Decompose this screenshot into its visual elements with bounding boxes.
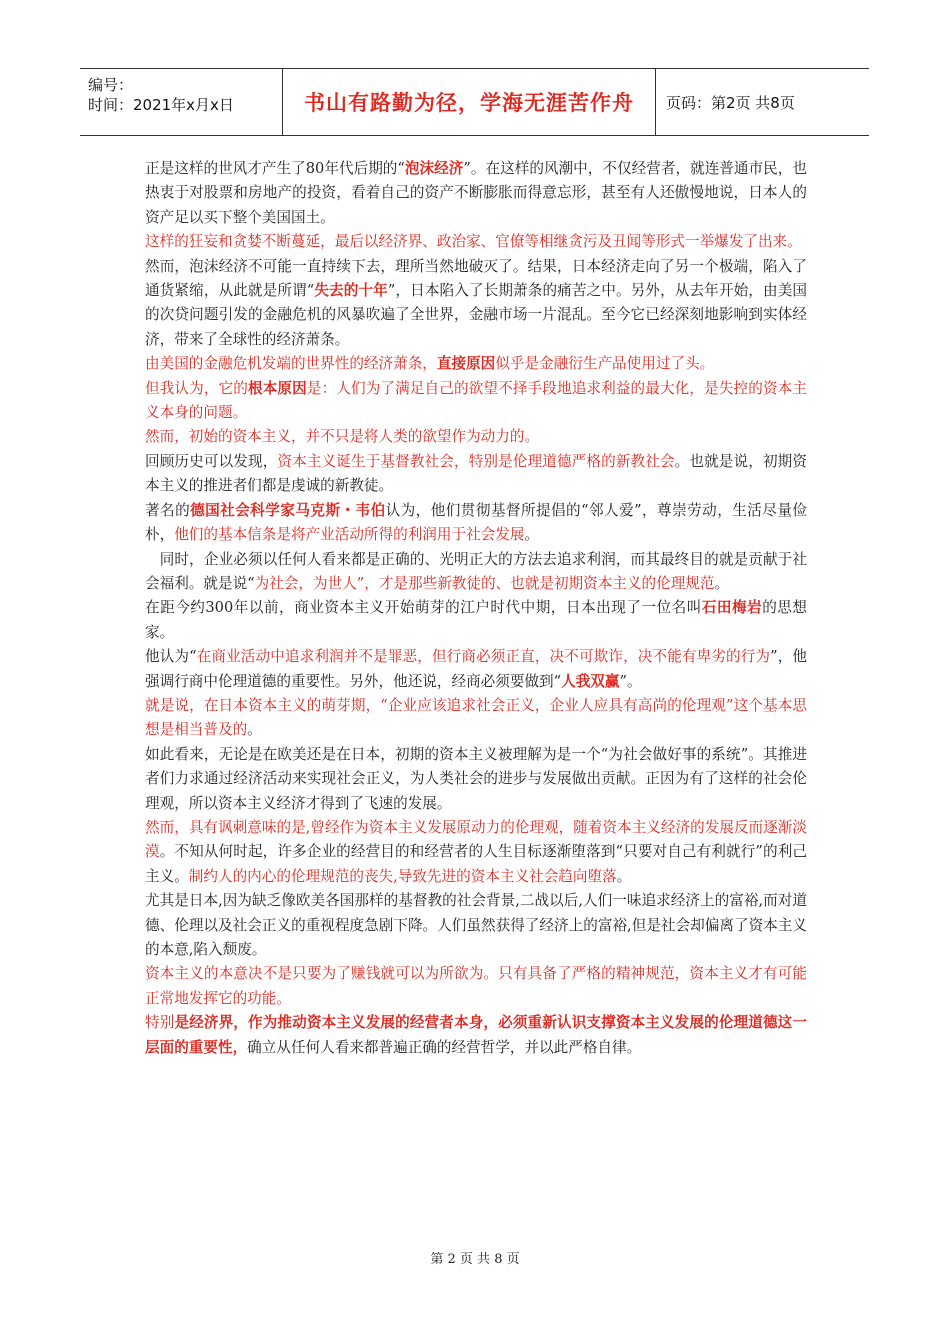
paragraph-4: 由美国的金融危机发端的世界性的经济萧条，直接原因似乎是金融衍生产品使用过了头。	[145, 355, 715, 373]
paragraph-11: 他认为“在商业活动中追求利润并不是罪恶，但行商必须正直，决不可欺诈，决不能有卑劣的行为”，他强调行商中伦理道德的重要性。另外，他还说，经商必须要做到“人我双赢”。	[145, 648, 807, 690]
document-date-label: 时间：2021年x月x日	[88, 96, 234, 114]
paragraph-17: 特别是经济界，作为推动资本主义发展的经营者本身，必须重新认识支撑资本主义发展的伦理道德这一层面的重要性，确立从任何人看来都普遍正确的经营哲学，并以此严格自律。	[145, 1014, 807, 1056]
highlight-root-cause: 根本原因	[248, 379, 307, 397]
paragraph-16: 资本主义的本意决不是只要为了赚钱就可以为所欲为。只有具备了严格的精神规范，资本主义才有可能正常地发挥它的功能。	[145, 965, 807, 1007]
highlight-max-weber: 德国社会科学家马克斯・韦伯	[190, 501, 386, 519]
page-footer: 第 2 页 共 8 页	[430, 1252, 520, 1267]
paragraph-3: 然而，泡沫经济不可能一直持续下去，理所当然地破灭了。结果，日本经济走向了另一个极端，陷入了通货紧缩，从此就是所谓“失去的十年”，日本陷入了长期萧条的痛苦之中。另外，从去年开始，由美国的次贷问题引发的金融危机的风暴吹遍了全世界，金融市场一片混乱。至今它已经深刻地影响到实体经济，带来了全球性的经济萧条。	[145, 257, 807, 348]
highlight-direct-cause: 直接原因	[436, 355, 496, 373]
paragraph-9: 同时，企业必须以任何人看来都是正确的、光明正大的方法去追求利润，而其最终目的就是贡献于社会福利。就是说“为社会，为世人”，才是那些新教徒的、也就是初期资本主义的伦理规范。	[145, 550, 807, 592]
highlight-lost-decade: 失去的十年	[314, 282, 388, 300]
page-header	[80, 68, 869, 136]
document-body	[145, 157, 807, 1060]
paragraph-14: 然而，具有讽刺意味的是,曾经作为资本主义发展原动力的伦理观，随着资本主义经济的发展反而逐渐淡漠。不知从何时起，许多企业的经营目的和经营者的人生目标逐渐堕落到“只要对自己有利就行”的利己主义。制约人的内心的伦理规范的丧失,导致先进的资本主义社会趋向堕落。	[145, 818, 807, 885]
paragraph-7: 回顾历史可以发现，资本主义诞生于基督教社会，特别是伦理道德严格的新教社会。也就是说，初期资本主义的推进者们都是虔诚的新教徒。	[145, 452, 807, 495]
highlight-bubble-economy: 泡沫经济	[404, 160, 464, 177]
paragraph-12: 就是说，在日本资本主义的萌芽期，“企业应该追求社会正义，企业人应具有高尚的伦理观”这个基本思想是相当普及的。	[145, 696, 807, 739]
paragraph-1: 正是这样的世风才产生了80年代后期的“泡沫经济”。在这样的风潮中，不仅经营者，就连普通市民，也热衷于对股票和房地产的投资，看着自己的资产不断膨胀而得意忘形，甚至有人还傲慢地说，日本人的资产足以买下整个美国国土。	[145, 160, 807, 226]
paragraph-13: 如此看来，无论是在欧美还是在日本，初期的资本主义被理解为是一个“为社会做好事的系统”。其推进者们力求通过经济活动来实现社会正义，为人类社会的进步与发展做出贡献。正因为有了这样的社会伦理观，所以资本主义经济才得到了飞速的发展。	[145, 745, 807, 812]
header-motto: 书山有路勤为径，学海无涯苦作舟	[283, 69, 656, 135]
document-number-label: 编号：	[88, 76, 134, 94]
highlight-ishida-baigan: 石田梅岩	[701, 599, 763, 617]
highlight-win-win: 人我双赢	[561, 672, 620, 690]
paragraph-10: 在距今约300年以前，商业资本主义开始萌芽的江户时代中期，日本出现了一位名叫石田梅岩的思想家。	[145, 599, 807, 641]
paragraph-5: 但我认为，它的根本原因是：人们为了满足自己的欲望不择手段地追求利益的最大化，是失控的资本主义本身的问题。	[145, 379, 807, 422]
paragraph-2: 这样的狂妄和贪婪不断蔓延，最后以经济界、政治家、官僚等相继贪污及丑闻等形式一举爆发了出来。	[145, 233, 802, 251]
paragraph-15: 尤其是日本,因为缺乏像欧美各国那样的基督教的社会背景,二战以后,人们一味追求经济上的富裕,而对道德、伦理以及社会正义的重视程度急剧下降。人们虽然获得了经济上的富裕,但是社会却偏离了资本主义的本意,陷入颓废。	[145, 892, 807, 958]
paragraph-6: 然而，初始的资本主义，并不只是将人类的欲望作为动力的。	[145, 428, 540, 446]
header-page-number: 页码：第2页 共8页	[666, 93, 795, 112]
header-meta	[80, 69, 283, 135]
paragraph-8: 著名的德国社会科学家马克斯・韦伯认为，他们贯彻基督所提倡的“邻人爱”，尊崇劳动，生活尽量俭朴，他们的基本信条是将产业活动所得的利润用于社会发展。	[145, 501, 807, 544]
